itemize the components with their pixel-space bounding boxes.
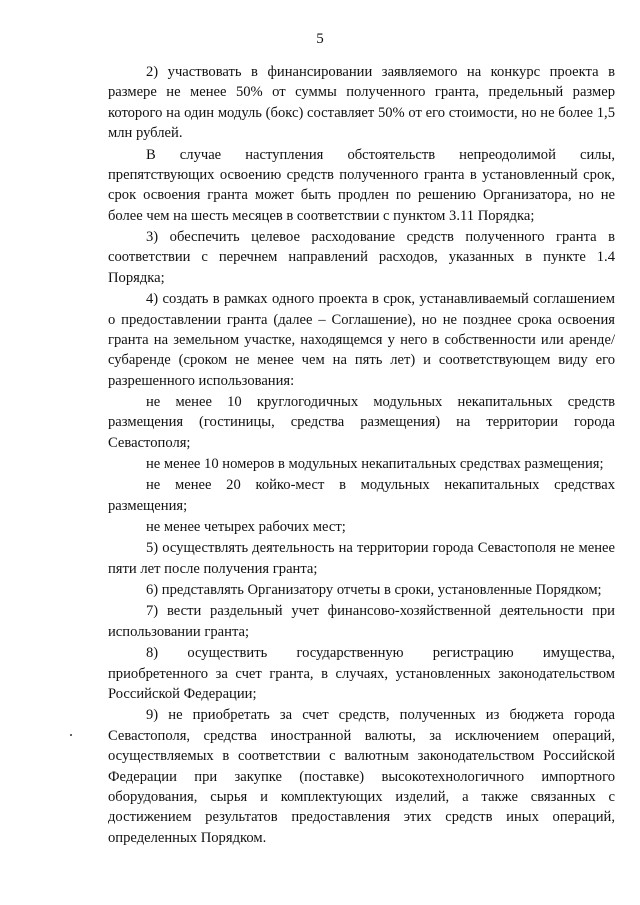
- paragraph-force-majeure: В случае наступления обстоятельств непреодолимой силы, препятствующих освоению средств полученного гранта в установленный срок, срок освоения гранта может быть продлен по решению Организатора, но не более чем на шесть месяцев в соответствии с пунктом 3.11 Порядка;: [108, 146, 615, 224]
- paragraph-requirement-modules: не менее 10 круглогодичных модульных некапитальных средств размещения (гостиницы, средства размещения) на территории города Севастополя;: [108, 394, 615, 451]
- paragraph-item-6: 6) представлять Организатору отчеты в сроки, установленные Порядком;: [146, 582, 602, 599]
- paragraph-item-3: 3) обеспечить целевое расходование средств полученного гранта в соответствии с перечнем направлений расходов, указанных в пункте 1.4 Порядка;: [108, 229, 615, 286]
- paragraph-item-7: 7) вести раздельный учет финансово-хозяйственной деятельности при использовании гранта;: [108, 603, 615, 640]
- paragraph-item-9: 9) не приобретать за счет средств, полученных из бюджета города Севастополя, средства иностранной валюты, за исключением операций, осуществляемых в соответствии с валютным законодательством Российской Федерации при закупке (поставке) высокотехнологичного импортного оборудования, сырья и комплектующих изделий, а также связанных с достижением результатов предоставления этих средств иных операций, определенных Порядком.: [108, 707, 615, 846]
- paragraph-requirement-beds: не менее 20 койко-мест в модульных некапитальных средствах размещения;: [108, 477, 615, 514]
- paragraph-requirement-jobs: не менее четырех рабочих мест;: [146, 519, 346, 536]
- document-body: [108, 62, 615, 849]
- paragraph-item-2: 2) участвовать в финансировании заявляемого на конкурс проекта в размере не менее 50% от суммы полученного гранта, предельный размер которого на один модуль (бокс) составляет 50% от его стоимости, но не более 1,5 млн рублей.: [108, 64, 615, 142]
- paragraph-requirement-rooms: не менее 10 номеров в модульных некапитальных средствах размещения;: [146, 456, 604, 473]
- paragraph-item-5: 5) осуществлять деятельность на территории города Севастополя не менее пяти лет после получения гранта;: [108, 540, 615, 577]
- paragraph-item-8: 8) осуществить государственную регистрацию имущества, приобретенного за счет гранта, в случаях, установленных законодательством Российской Федерации;: [108, 645, 615, 702]
- page-number: 5: [316, 31, 324, 47]
- paragraph-item-4: 4) создать в рамках одного проекта в срок, устанавливаемый соглашением о предоставлении гранта (далее – Соглашение), но не позднее срока освоения гранта на земельном участке, находящемся у него в собственности или аренде/субаренде (сроком не менее чем на пять лет) и соответствующем виду его разрешенного использования:: [108, 291, 615, 389]
- scan-speck: [70, 734, 72, 736]
